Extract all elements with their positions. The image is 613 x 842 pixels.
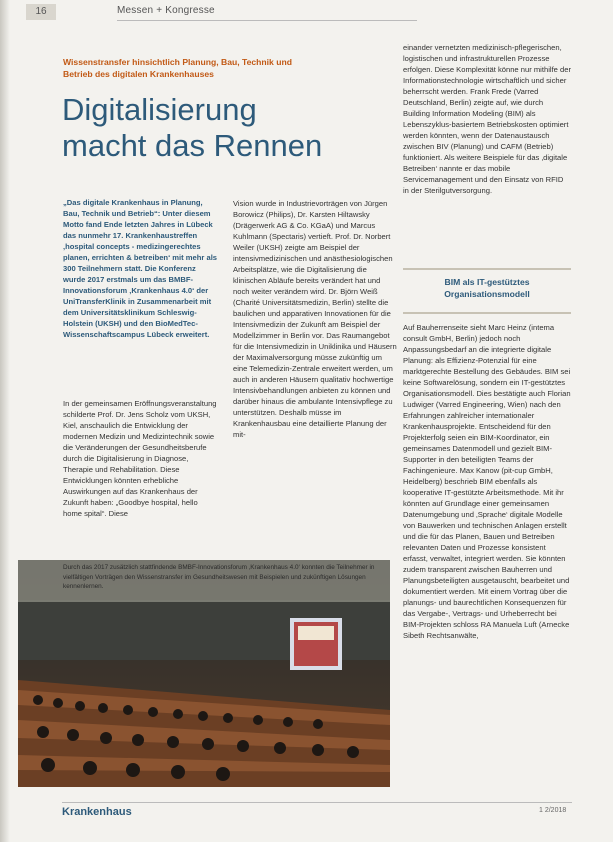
subheading: BIM als IT-gestütztes Organisationsmodell [444, 277, 530, 299]
article-column-1 [63, 398, 218, 519]
headline-line-1: Digitalisierung [62, 92, 257, 127]
headline-line-2: macht das Rennen [62, 128, 323, 163]
article-column-2 [233, 198, 398, 440]
body-paragraph-4: Auf Bauherrenseite sieht Marc Heinz (intema consult GmbH, Berlin) jedoch noch Anpassungsbedarf an die integrierte digitale Planung: als Effizienz-Potenzial für eine marktgerechte Bestellung des Gebäudes. BIM sei keine Softwarelösung, sondern ein IT-gestütztes Organisationsmodell. Dies bestätigte auch Florian Ludwiger (Varred Engineering, Wien) nach den Erfahrungen zahlreicher internationaler Krankenhausprojekte. Entscheidend für den Projekterfolg seien ein BIM-Koordinator, ein gemeinsames Datenmodell und gezielt BIM-Supporter in den beteiligten Teams der Fachingenieure. Max Kanow (pit-cup GmbH, Heidelberg) beschrieb BIM ebenfalls als kooperative IT-gestützte Arbeitsmethode. Mit ihr könnten auf Grundlage einer gemeinsamen Datenumgebung und ‚Sprache‘ digitale Modelle von Bauwerken und technischen Anlagen erstellt und die für das Planen, Bauen und Betreiben relevanten Daten und Prozesse konsistent erfasst, verwaltet, integriert werden. Sie könnten zudem transparent zwischen Bauherren und Planungsbeteiligten ausgetauscht, bearbeitet und dokumentiert werden. Mit einem Vortrag über die planungs- und baurechtlichen Konsequenzen für das Vergabe-, Vertrags- und Urheberrecht bei BIM-Projekten schloss RA Manuela Luft (Arnecke Sibeth Rechtsanwälte, [403, 323, 571, 640]
body-paragraph-2: Vision wurde in Industrievorträgen von Jürgen Borowicz (Philips), Dr. Karsten Hiltawsky (Drägerwerk AG & Co. KGaA) und Marcus Kuhlmann (Spectaris) vertieft. Prof. Dr. Norbert Weiler (UKSH) zeigte am Beispiel der intensivmedizinischen und anästhesiologischen Arbeitsplätze, wie die Digitalisierung die klinischen Abläufe bereits verändert hat und noch weiter verändern wird. Dr. Björn Weiß (Charité Universitätsmedizin, Berlin) stellte die baulichen und apparativen Innovationen für die Intensivmedizin der Zukunft am Beispiel der Modellzimmer in Berlin vor. Das Raumangebot für die Intensivmedizin in Uniklinika und Häusern der Maximalversorgung müsse zukünftig um eine Telemedizin-Zentrale erweitert werden, um auch in anderen Häusern qualitativ hochwertige Intensivbehandlungen anbieten zu können und darüber hinaus die ambulante Intensivpflege zu unterstützen. Deshalb müsse im Krankenhausbau eine detaillierte Planung der mit- [233, 199, 397, 439]
magazine-logo: Krankenhaus [62, 806, 132, 818]
photo-caption: Durch das 2017 zusätzlich stattfindende BMBF-Innovationsforum ‚Krankenhaus 4.0‘ konnten die Teilnehmer in vielfältigen Vorträgen den Wissenstransfer im Gesundheitswesen mit Beispielen und zukünftigen Lösungen kennenlernen. [18, 560, 390, 602]
lead-paragraph: „Das digitale Krankenhaus in Planung, Bau, Technik und Betrieb“: Unter diesem Motto fand Ende letzten Jahres in Lübeck das nunmehr 17. Krankenhaustreffen ‚hospital concepts - medizingerechtes planen, errichten & betreiben‘ mit mehr als 300 Teilnehmern statt. Die Konferenz wurde 2017 erstmals um das BMBF-Innovationsforum ‚Krankenhaus 4.0‘ der UniTransferKlinik in Zusammenarbeit mit dem Universitätsklinikum Schleswig-Holstein (UKSH) und den BioMedTec-Wissenschaftscampus Lübeck erweitert. [63, 198, 218, 339]
subhead-rule-top [403, 268, 571, 270]
article-headline [62, 92, 352, 164]
article-column-4 [403, 322, 571, 641]
conference-photo [18, 560, 390, 787]
footer-rule [62, 802, 572, 803]
header-rule [117, 20, 417, 21]
body-paragraph-1: In der gemeinsamen Eröffnungsveranstaltung schilderte Prof. Dr. Jens Scholz vom UKSH, Kiel, anschaulich die Entwicklung der modernen Medizin und Medizintechnik sowie die Veränderungen der Gesundheitsberufe durch die Digitalisierung in Diagnose, Therapie und Rehabilitation. Diese Entwicklungen könnten erhebliche Auswirkungen auf das Krankenhaus der Zukunft haben: „Goodbye hospital, hello home spital“. Diese [63, 399, 217, 518]
page-number: 16 [26, 4, 56, 20]
article-lead [63, 197, 218, 340]
article-column-3 [403, 42, 571, 196]
body-paragraph-3: einander vernetzten medizinisch-pflegerischen, logistischen und infrastrukturellen Prozesse erfolgen. Diese Komplexität könne nur mithilfe der Informationstechnologie wirtschaftlich und sicher beherrscht werden. Frank Frede (Varred Deutschland, Berlin) zeigte auf, wie durch Building Information Modeling (BIM) als Lebenszyklus-basiertem Betriebskosten optimiert werden könnten, wenn der Datenaustausch zwischen BIV (Planung) und CAFM (Betrieb) funktioniert. Als weitere Beispiele für das ‚digitale Betreiben‘ nannte er das mobile Servicemanagement und den Einsatz von RFID in der Sterilgutversorgung. [403, 43, 571, 195]
page-binding-shadow [0, 0, 10, 842]
issue-number: 1 2/2018 [539, 807, 567, 814]
article-kicker: Wissenstransfer hinsichtlich Planung, Bau, Technik und Betrieb des digitalen Krankenhauses [63, 57, 292, 79]
subhead-rule-bottom [403, 312, 571, 314]
section-title: Messen + Kongresse [117, 5, 215, 16]
